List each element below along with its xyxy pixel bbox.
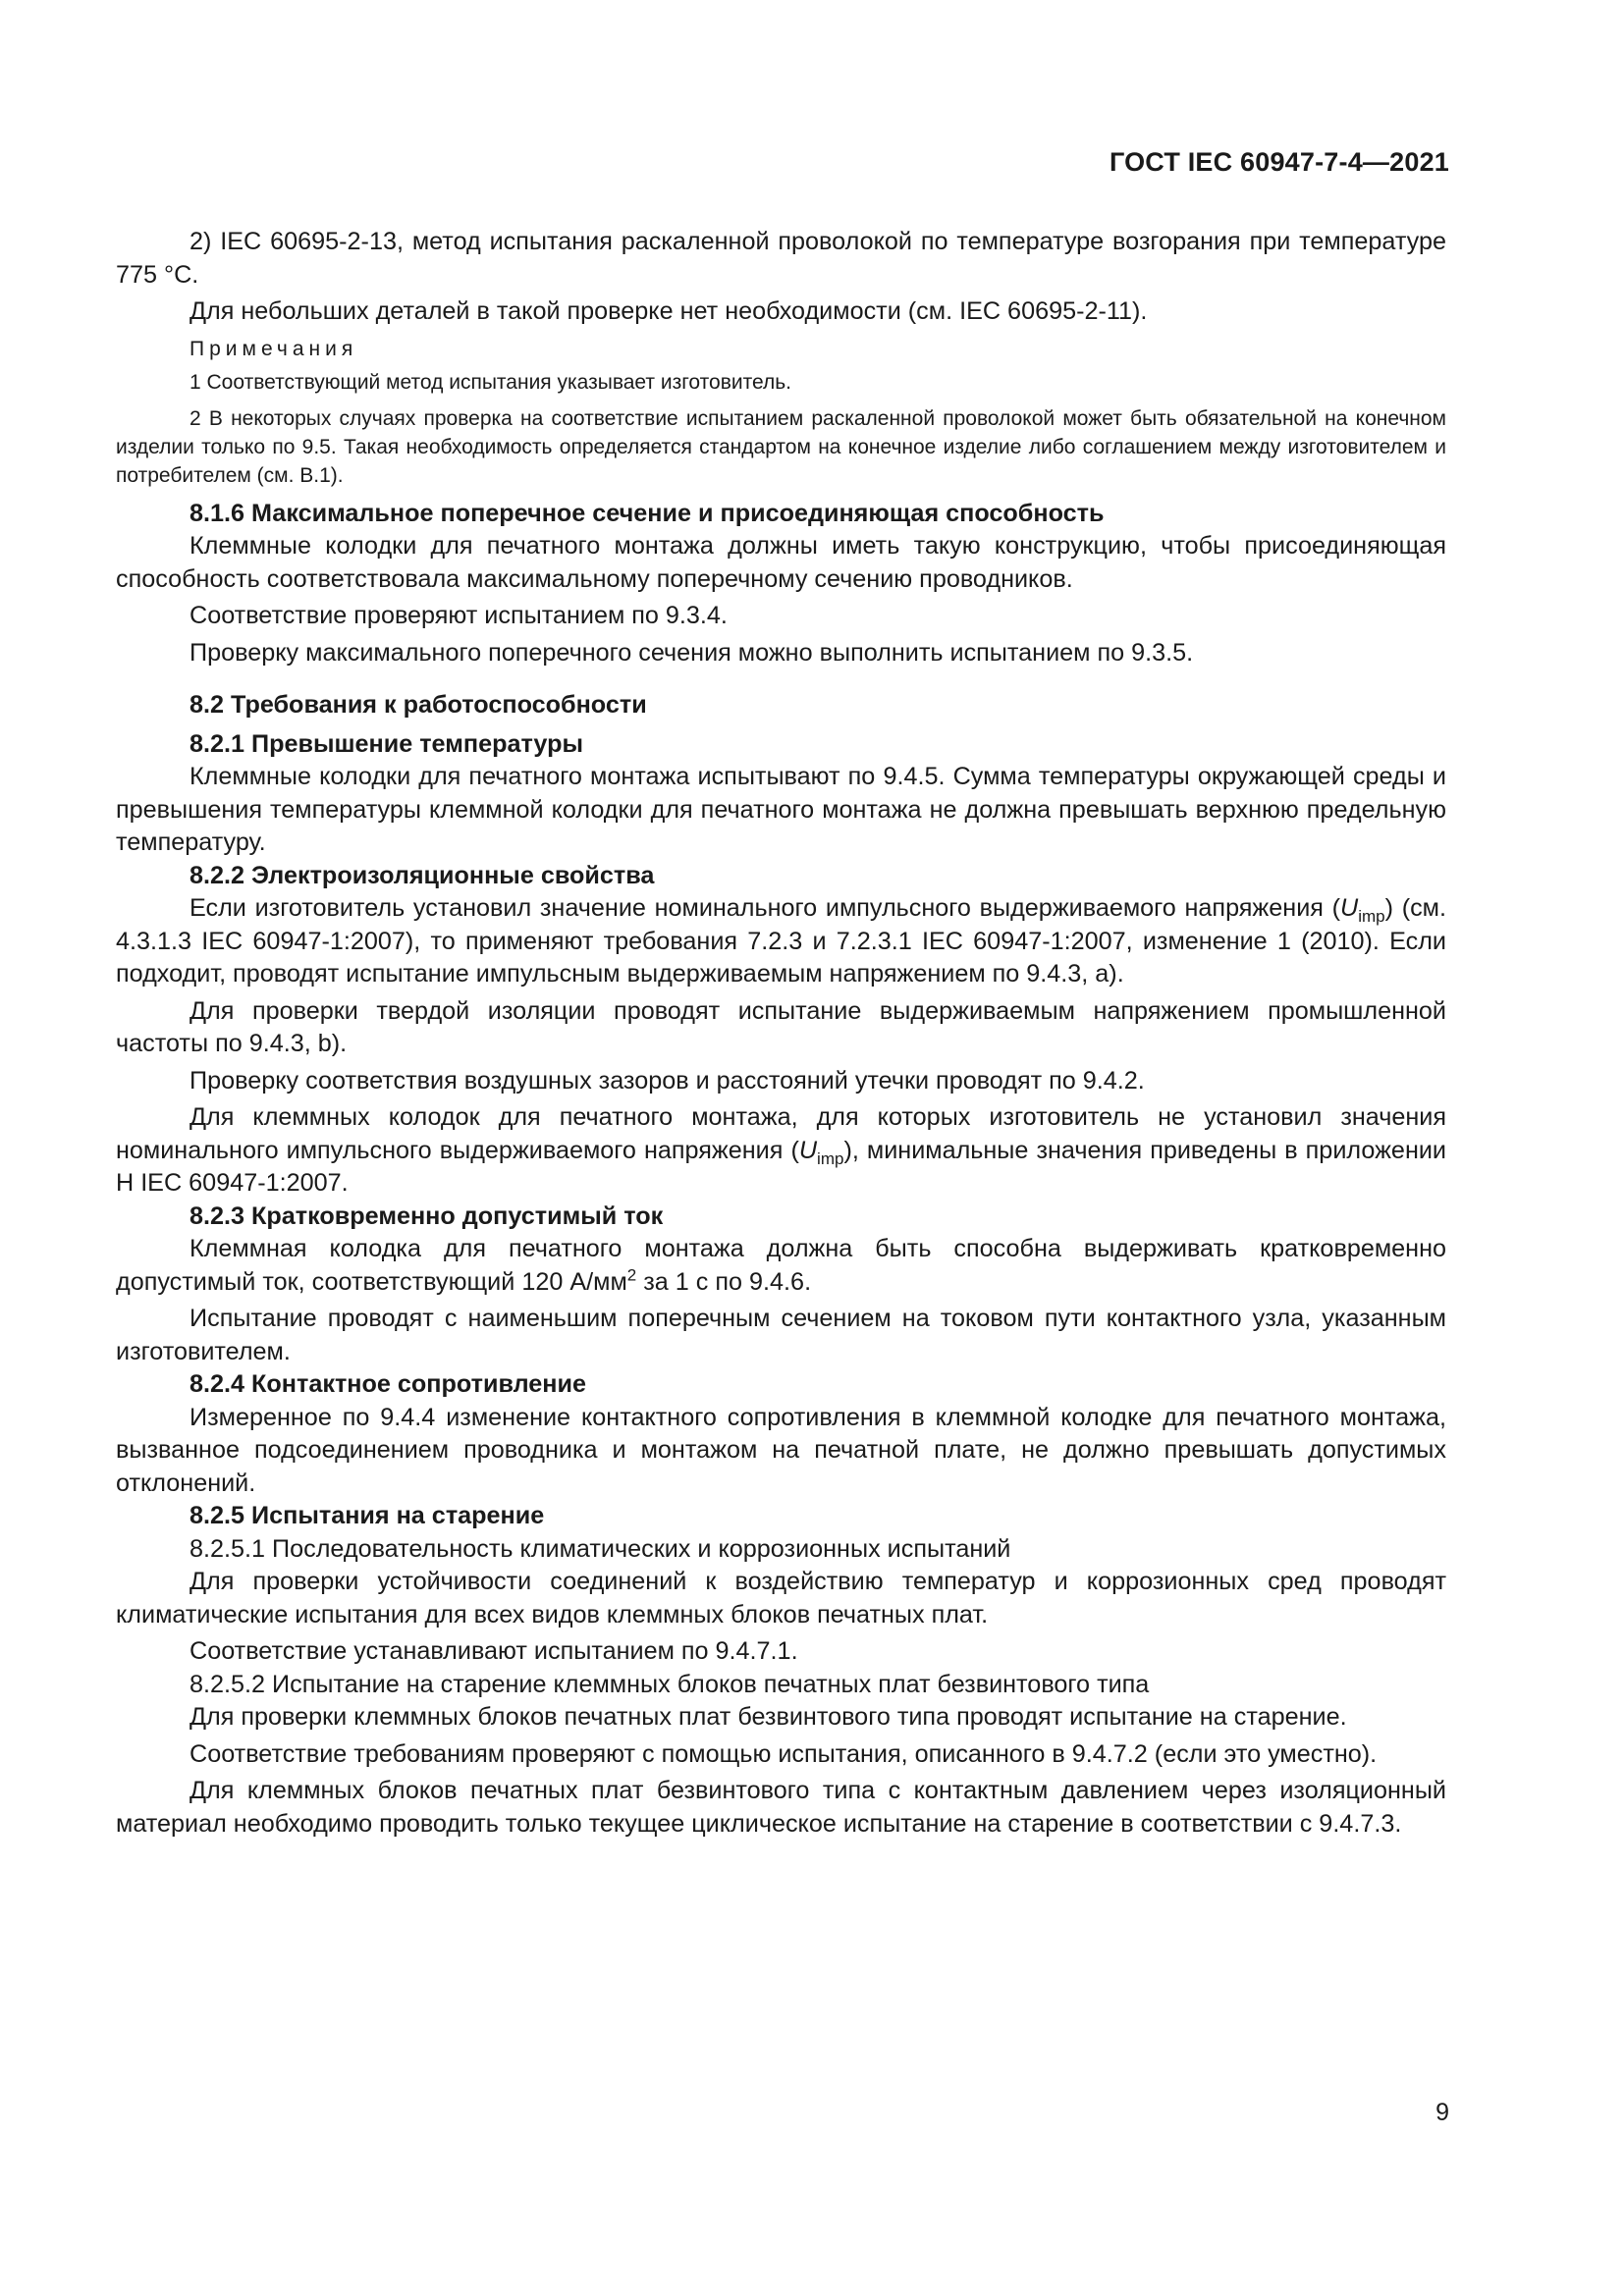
section-heading-8-2-1: 8.2.1 Превышение температуры: [189, 729, 584, 758]
paragraph: [116, 892, 1446, 991]
voltage-subscript: imp: [1358, 907, 1385, 927]
document-body: [116, 226, 1446, 1841]
paragraph: Клеммные колодки для печатного монтажа испытывают по 9.4.5. Сумма температуры окружающей среды и превышения температуры клеммной колодки для печатного монтажа не должна превышать верхнюю предельную температуру.: [116, 763, 1446, 856]
subsection-heading-8-2-5-2: 8.2.5.2 Испытание на старение клеммных блоков печатных плат безвинтового типа: [189, 1670, 1150, 1698]
paragraph: Для проверки клеммных блоков печатных плат безвинтового типа проводят испытание на старение.: [189, 1703, 1347, 1731]
paragraph: Соответствие требованиям проверяют с помощью испытания, описанного в 9.4.7.2 (если это уместно).: [189, 1739, 1378, 1768]
note-item: 2 В некоторых случаях проверка на соответствие испытанием раскаленной проволокой может быть обязательной на конечном изделии только по 9.5. Такая необходимость определяется стандартом на конечное изделие либо соглашением между изготовителем и потребителем (см. В.1).: [116, 406, 1446, 487]
page-number: 9: [1435, 2099, 1449, 2126]
note-item: 1 Соответствующий метод испытания указывает изготовитель.: [189, 370, 791, 394]
text-run: Для клеммных колодок для печатного монтажа, для которых изготовитель не установил значения номинального импульсного выдерживаемого напряжения (: [116, 1103, 1446, 1164]
paragraph: Клеммные колодки для печатного монтажа должны иметь такую конструкцию, чтобы присоединяющая способность соответствовала максимальному поперечному сечению проводников.: [116, 532, 1446, 593]
paragraph: Для клеммных блоков печатных плат безвинтового типа с контактным давлением через изоляционный материал необходимо проводить только текущее циклическое испытание на старение в соответствии с 9.4.7.3.: [116, 1777, 1446, 1838]
text-run: Клеммная колодка для печатного монтажа должна быть способна выдерживать кратковременно допустимый ток, соответствующий 120 А/мм: [116, 1235, 1446, 1296]
paragraph: [116, 1233, 1446, 1299]
paragraph: Испытание проводят с наименьшим поперечным сечением на токовом пути контактного узла, указанным изготовителем.: [116, 1305, 1446, 1365]
text-run: ), минимальные значения приведены в приложении Н IEC 60947-1:2007.: [116, 1136, 1446, 1197]
section-heading-8-2-3: 8.2.3 Кратковременно допустимый ток: [189, 1201, 664, 1230]
paragraph: Проверку максимального поперечного сечения можно выполнить испытанием по 9.3.5.: [189, 638, 1194, 667]
notes-heading: Примечания: [189, 337, 358, 360]
section-heading-8-2-4: 8.2.4 Контактное сопротивление: [189, 1370, 586, 1398]
paragraph: [116, 1101, 1446, 1201]
voltage-symbol: U: [1340, 894, 1359, 922]
section-heading-8-1-6: 8.1.6 Максимальное поперечное сечение и присоединяющая способность: [189, 499, 1105, 527]
paragraph: Соответствие проверяют испытанием по 9.3.4.: [189, 602, 728, 629]
text-run: Если изготовитель установил значение номинального импульсного выдерживаемого напряжения (: [189, 894, 1340, 922]
voltage-subscript: imp: [817, 1148, 844, 1168]
superscript: 2: [626, 1265, 637, 1285]
document-code: ГОСТ IEC 60947-7-4—2021: [1109, 147, 1449, 177]
paragraph: Соответствие устанавливают испытанием по 9.4.7.1.: [189, 1637, 798, 1665]
section-heading-8-2-2: 8.2.2 Электроизоляционные свойства: [189, 861, 655, 889]
section-heading-8-2: 8.2 Требования к работоспособности: [189, 691, 647, 719]
paragraph: Для небольших деталей в такой проверке нет необходимости (см. IEC 60695-2-11).: [189, 297, 1148, 325]
voltage-symbol: U: [798, 1136, 818, 1164]
paragraph: Для проверки твердой изоляции проводят испытание выдерживаемым напряжением промышленной частоты по 9.4.3, b).: [116, 996, 1446, 1057]
text-run: за 1 с по 9.4.6.: [636, 1267, 812, 1296]
subsection-heading-8-2-5-1: 8.2.5.1 Последовательность климатических и коррозионных испытаний: [189, 1534, 1011, 1563]
paragraph: 2) IEC 60695-2-13, метод испытания раскаленной проволокой по температуре возгорания при температуре 775 °С.: [116, 228, 1446, 289]
paragraph: Для проверки устойчивости соединений к воздействию температур и коррозионных сред проводят климатические испытания для всех видов клеммных блоков печатных плат.: [116, 1568, 1446, 1629]
paragraph: Измеренное по 9.4.4 изменение контактного сопротивления в клеммной колодке для печатного монтажа, вызванное подсоединением проводника и монтажом на печатной плате, не должно превышать допустимых отклонений.: [116, 1403, 1446, 1497]
section-heading-8-2-5: 8.2.5 Испытания на старение: [189, 1502, 545, 1529]
paragraph: Проверку соответствия воздушных зазоров и расстояний утечки проводят по 9.4.2.: [189, 1066, 1145, 1095]
text-run: ) (см. 4.3.1.3 IEC 60947-1:2007), то применяют требования 7.2.3 и 7.2.3.1 IEC 60947-1:2007, изменение 1 (2010). Если подходит, проводят испытание импульсным выдерживаемым напряжением по 9.4.3, а).: [116, 894, 1446, 988]
